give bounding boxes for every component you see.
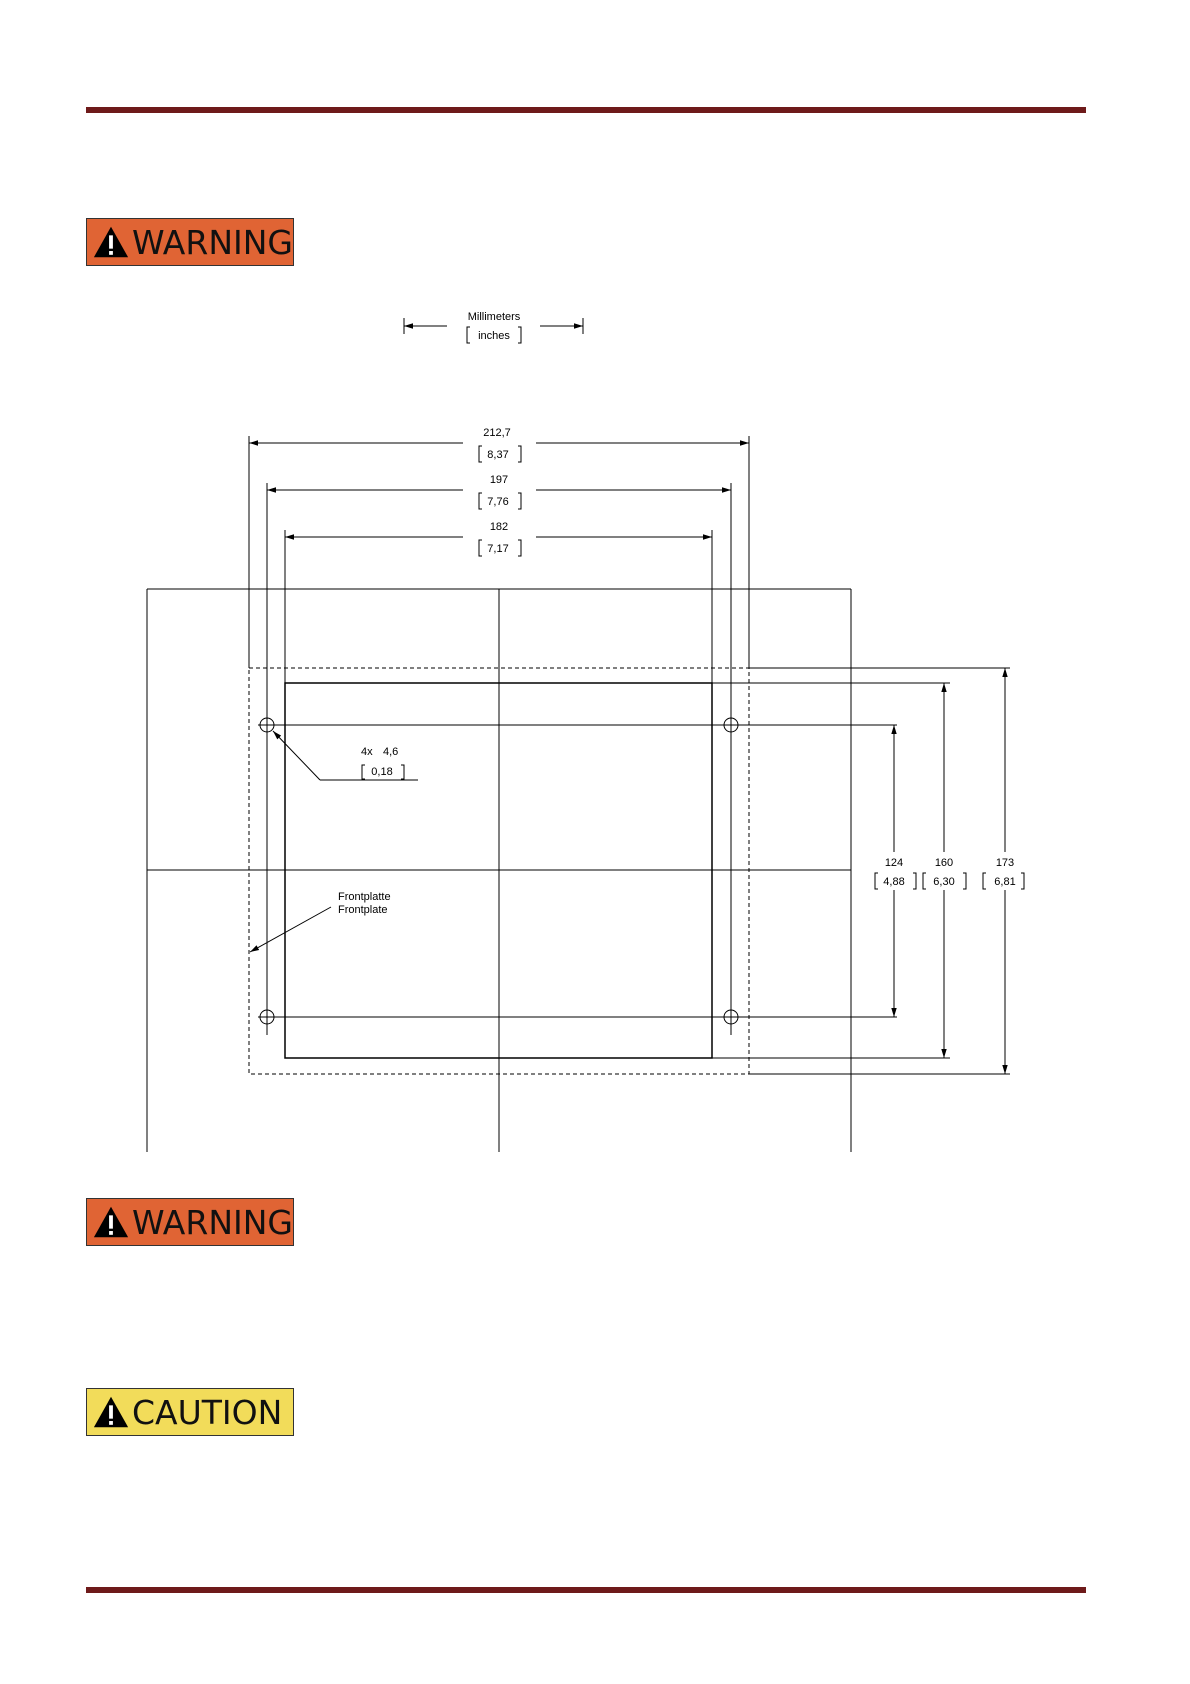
hole-count: 4x [361, 746, 373, 758]
dimension-line-hole-spacing-height [875, 725, 916, 1017]
overall-height-mm: 173 [995, 857, 1015, 869]
mounting-hole [258, 1008, 276, 1026]
overall-width-mm: 212,7 [483, 427, 511, 439]
mounting-hole [722, 716, 740, 734]
warning-label: WARNING [131, 1202, 293, 1242]
overall-width-in: 8,37 [487, 449, 509, 461]
panel-outline [147, 589, 851, 1152]
hole-diameter-in: 0,18 [371, 766, 393, 778]
hole-spacing-height-in: 4,88 [883, 876, 905, 888]
hole-spacing-width-mm: 197 [489, 474, 509, 486]
hole-diameter-mm: 4,6 [383, 746, 399, 758]
dimension-line-overall-height [983, 668, 1024, 1074]
cutout-width-in: 7,17 [487, 543, 509, 555]
cutout-height-in: 6,30 [933, 876, 955, 888]
hole-spacing-height-mm: 124 [884, 857, 904, 869]
frontplate-leader [250, 907, 331, 952]
cutout-width-mm: 182 [489, 521, 509, 533]
caution-label: CAUTION [132, 1392, 283, 1432]
legend-millimeters: Millimeters [467, 311, 521, 323]
legend-inches: inches [478, 330, 510, 342]
frontplate-label-en: Frontplate [338, 904, 388, 916]
hole-spacing-width-in: 7,76 [487, 496, 509, 508]
dimension-line-cutout-height [923, 683, 966, 1058]
mounting-hole [722, 1008, 740, 1026]
cutout-height-mm: 160 [934, 857, 954, 869]
vertical-extension-lines [712, 668, 1010, 1074]
frontplate-label-de: Frontplatte [338, 891, 391, 903]
warning-label: WARNING [131, 222, 293, 262]
footer-rule [86, 1587, 1086, 1593]
overall-height-in: 6,81 [994, 876, 1016, 888]
